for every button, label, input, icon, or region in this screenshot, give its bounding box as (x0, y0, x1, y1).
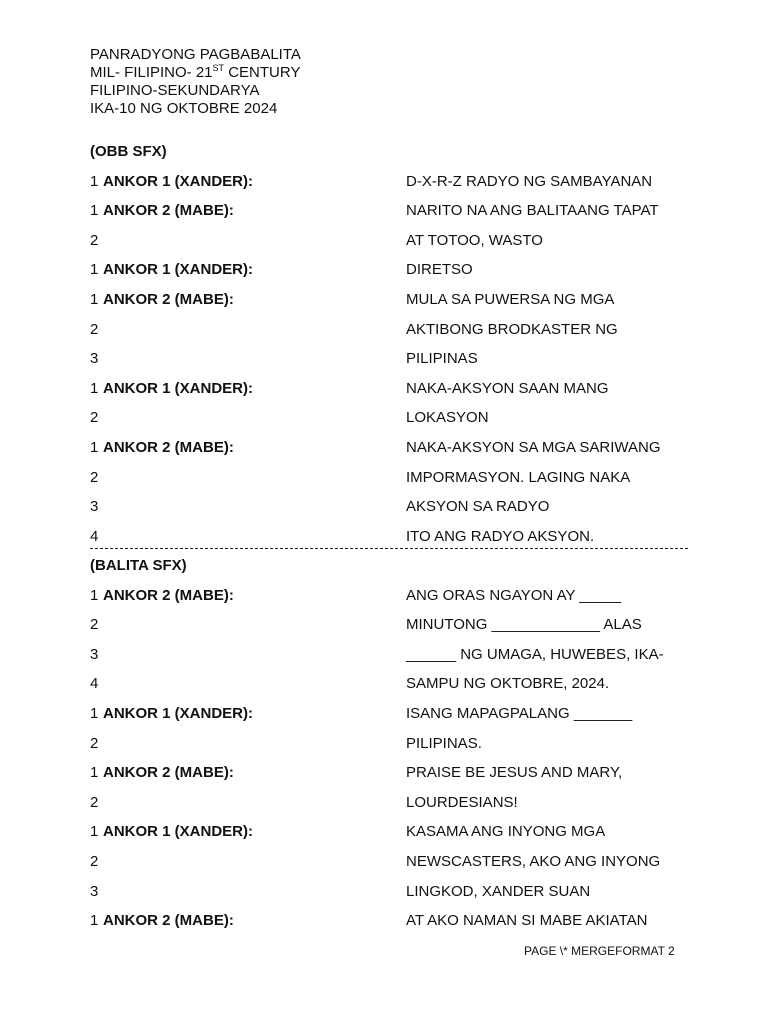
line-number: 1 (90, 823, 99, 840)
script-line (90, 232, 690, 254)
speaker-label: ANKOR 1 (XANDER): (103, 823, 253, 840)
header-date: IKA-10 NG OKTOBRE 2024 (90, 100, 278, 117)
header-level: FILIPINO-SEKUNDARYA (90, 82, 260, 99)
script-line (90, 587, 690, 609)
speaker-label: ANKOR 2 (MABE): (103, 439, 234, 456)
line-number: 2 (90, 853, 99, 870)
page-footer: PAGE \* MERGEFORMAT 2 (524, 944, 675, 958)
script-line (90, 439, 690, 461)
line-number: 2 (90, 232, 99, 249)
script-line (90, 794, 690, 816)
script-line (90, 202, 690, 224)
line-text: NAKA-AKSYON SAAN MANG (406, 380, 609, 397)
header-title: PANRADYONG PAGBABALITA (90, 46, 301, 63)
line-text: LOURDESIANS! (406, 794, 518, 811)
line-text: D-X-R-Z RADYO NG SAMBAYANAN (406, 173, 653, 190)
line-text: NAKA-AKSYON SA MGA SARIWANG (406, 439, 661, 456)
line-text: ANG ORAS NGAYON AY _____ (406, 587, 622, 604)
section-title: (OBB SFX) (90, 143, 167, 160)
script-line (90, 409, 690, 431)
header-course (90, 64, 301, 82)
line-number: 1 (90, 173, 99, 190)
script-line (90, 705, 690, 727)
line-number: 2 (90, 469, 99, 486)
script-line (90, 291, 690, 313)
line-text: AKSYON SA RADYO (406, 498, 550, 515)
line-text: AKTIBONG BRODKASTER NG (406, 321, 618, 338)
script-line (90, 469, 690, 491)
speaker-label: ANKOR 1 (XANDER): (103, 261, 253, 278)
speaker-label: ANKOR 2 (MABE): (103, 291, 234, 308)
line-text: IMPORMASYON. LAGING NAKA (406, 469, 631, 486)
header-course-main: MIL- FILIPINO- 21 (90, 64, 213, 81)
line-number: 2 (90, 616, 99, 633)
line-number: 2 (90, 794, 99, 811)
header-course-rest: CENTURY (224, 64, 301, 81)
line-number: 1 (90, 380, 99, 397)
script-line (90, 616, 690, 638)
script-line (90, 912, 690, 934)
line-text: KASAMA ANG INYONG MGA (406, 823, 606, 840)
line-number: 1 (90, 705, 99, 722)
script-line (90, 646, 690, 668)
line-text: AT TOTOO, WASTO (406, 232, 543, 249)
script-line (90, 321, 690, 343)
line-text: NEWSCASTERS, AKO ANG INYONG (406, 853, 661, 870)
line-text: ISANG MAPAGPALANG _______ (406, 705, 633, 722)
line-number: 1 (90, 202, 99, 219)
line-number: 4 (90, 675, 99, 692)
document-header (90, 46, 301, 118)
script-line (90, 764, 690, 786)
script-line (90, 380, 690, 402)
script-line (90, 350, 690, 372)
script-line (90, 853, 690, 875)
script-line (90, 498, 690, 520)
line-text: ______ NG UMAGA, HUWEBES, IKA- (406, 646, 664, 663)
line-text: MINUTONG _____________ ALAS (406, 616, 642, 633)
script-line (90, 823, 690, 845)
line-number: 3 (90, 498, 99, 515)
line-text: AT AKO NAMAN SI MABE AKIATAN (406, 912, 648, 929)
script-line (90, 261, 690, 283)
section-title: (BALITA SFX) (90, 557, 187, 574)
speaker-label: ANKOR 1 (XANDER): (103, 705, 253, 722)
line-number: 4 (90, 528, 99, 545)
line-number: 1 (90, 764, 99, 781)
line-number: 2 (90, 321, 99, 338)
header-course-sup: ST (212, 63, 225, 73)
speaker-label: ANKOR 1 (XANDER): (103, 173, 253, 190)
line-number: 3 (90, 646, 99, 663)
line-text: PRAISE BE JESUS AND MARY, (406, 764, 623, 781)
line-number: 2 (90, 409, 99, 426)
speaker-label: ANKOR 1 (XANDER): (103, 380, 253, 397)
script-line (90, 735, 690, 757)
line-text: NARITO NA ANG BALITAANG TAPAT (406, 202, 659, 219)
line-number: 1 (90, 439, 99, 456)
line-text: LOKASYON (406, 409, 489, 426)
line-text: PILIPINAS (406, 350, 478, 367)
line-number: 1 (90, 261, 99, 278)
line-text: PILIPINAS. (406, 735, 482, 752)
script-line (90, 883, 690, 905)
line-text: ITO ANG RADYO AKSYON. (406, 528, 595, 545)
line-number: 1 (90, 291, 99, 308)
section-divider (90, 548, 688, 549)
line-text: SAMPU NG OKTOBRE, 2024. (406, 675, 610, 692)
line-text: MULA SA PUWERSA NG MGA (406, 291, 615, 308)
line-text: LINGKOD, XANDER SUAN (406, 883, 591, 900)
speaker-label: ANKOR 2 (MABE): (103, 587, 234, 604)
script-line (90, 173, 690, 195)
line-number: 1 (90, 912, 99, 929)
speaker-label: ANKOR 2 (MABE): (103, 764, 234, 781)
line-number: 2 (90, 735, 99, 752)
script-line (90, 675, 690, 697)
speaker-label: ANKOR 2 (MABE): (103, 202, 234, 219)
line-text: DIRETSO (406, 261, 473, 278)
line-number: 1 (90, 587, 99, 604)
line-number: 3 (90, 350, 99, 367)
script-line (90, 528, 690, 550)
line-number: 3 (90, 883, 99, 900)
speaker-label: ANKOR 2 (MABE): (103, 912, 234, 929)
